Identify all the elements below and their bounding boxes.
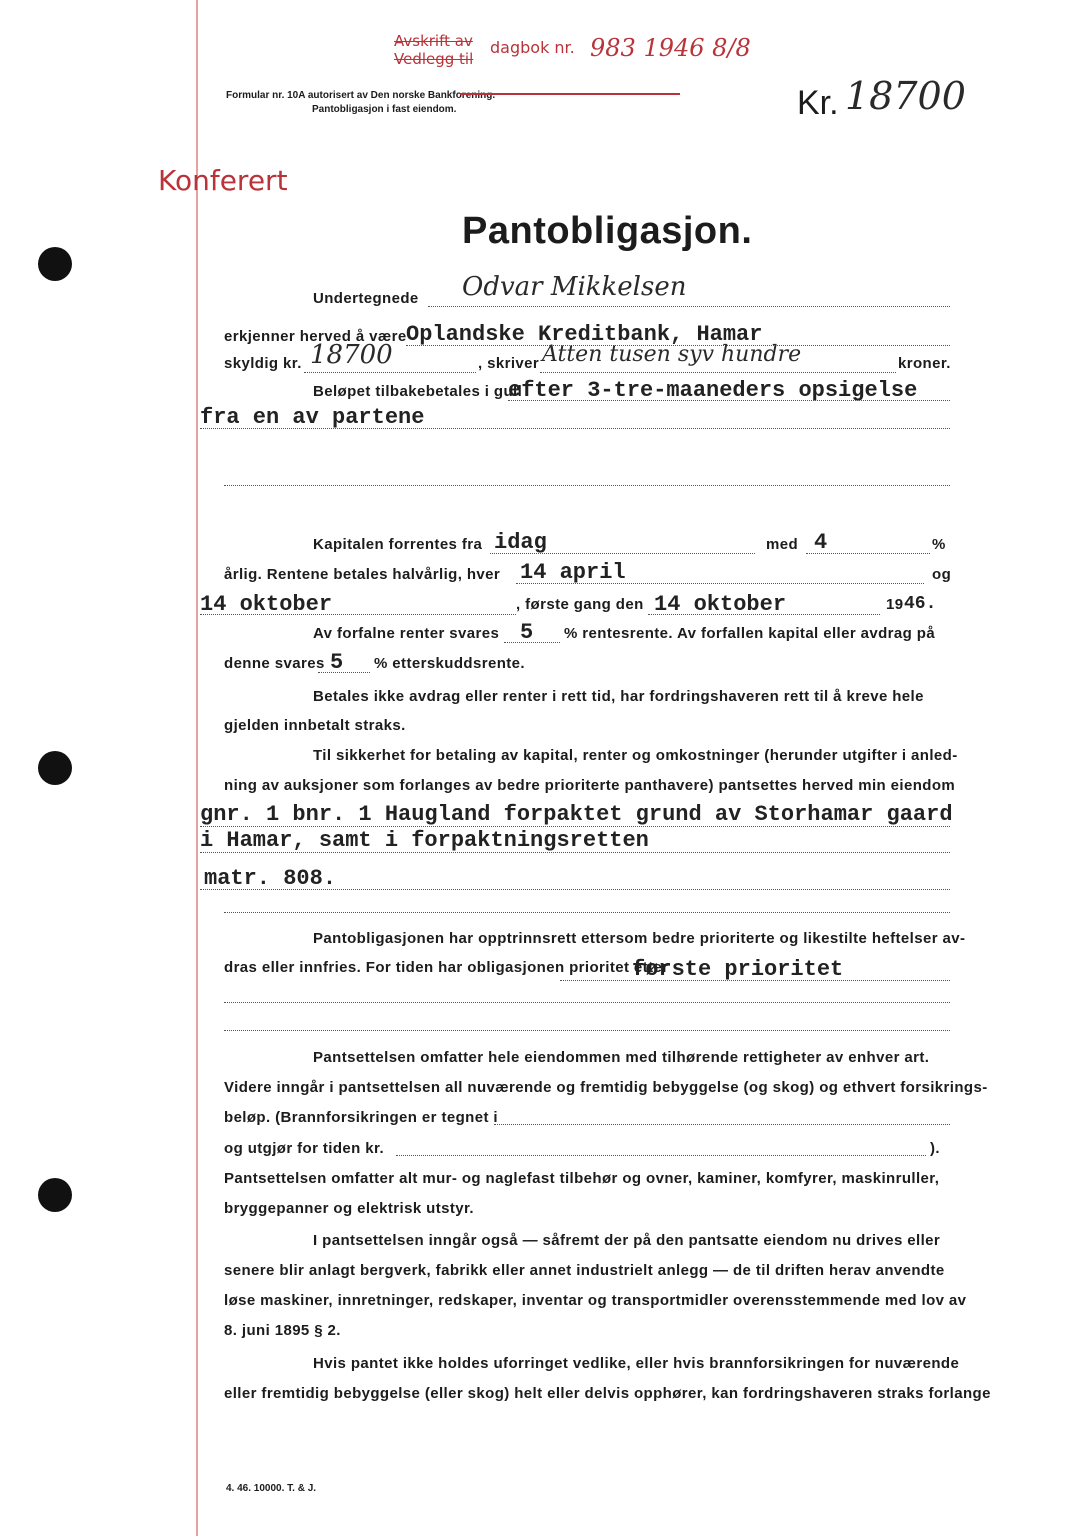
belopet-line-2 (200, 428, 950, 429)
blank-line (224, 485, 950, 486)
forste-line (648, 614, 880, 615)
percent-sign: % (932, 536, 946, 553)
sikkerhet-line-2: ning av auksjoner som forlanges av bedre prioriterte panthavere) pantsettes herved min eiendom (224, 777, 956, 794)
inngar-line-3: løse maskiner, innretninger, redskaper, inventar og transportmidler overensstemmende med lov av (224, 1292, 967, 1309)
omfatter-line-4: og utgjør for tiden kr. (224, 1140, 385, 1157)
hver-value: 14 april (520, 560, 626, 585)
skriver-label: , skriver (478, 355, 540, 372)
inngar-line-4: 8. juni 1895 § 2. (224, 1322, 341, 1339)
betales-line-2: gjelden innbetalt straks. (224, 717, 406, 734)
stamp-vedlegg: Vedlegg til (394, 50, 474, 68)
erkjenner-label: erkjenner herved å være (224, 328, 407, 345)
skyldig-label: skyldig kr. (224, 355, 302, 372)
omfatter-line-5: Pantsettelsen omfatter alt mur- og naglefast tilbehør og ovner, kaminer, komfyrer, maskinruller, (224, 1170, 940, 1187)
skriver-line (540, 372, 896, 373)
stamp-strike-line (460, 93, 680, 95)
forste-label: , første gang den (516, 596, 644, 613)
prioritet-rule-2 (224, 1002, 950, 1003)
kroner-label: kroner. (898, 355, 951, 372)
property-line-3: matr. 808. (204, 866, 337, 891)
inngar-line-1: I pantsettelsen inngår også — såfremt der på den pantsatte eiendom nu drives eller (313, 1232, 941, 1249)
skriver-value: Atten tusen syv hundre (542, 342, 802, 367)
stamp-avskrift: Avskrift av (394, 32, 473, 50)
renter-value: 5 (520, 620, 534, 645)
year-value: 46. (904, 594, 937, 614)
omfatter-line-1: Pantsettelsen omfatter hele eiendommen med tilhørende rettigheter av enhver art. (313, 1049, 930, 1066)
konferert-stamp: Konferert (158, 164, 288, 197)
hvis-line-2: eller fremtidig bebyggelse (eller skog) helt eller delvis opphører, kan fordringshaveren straks forlange (224, 1385, 991, 1402)
prioritet-value: første prioritet (632, 957, 844, 982)
renter-text-2b: % etterskuddsrente. (374, 655, 525, 672)
hvis-line-1: Hvis pantet ikke holdes uforringet vedlike, eller hvis brannforsikringen for nuværende (313, 1355, 960, 1372)
renter-text-1a: Av forfalne renter svares (313, 625, 500, 642)
punch-hole-middle (38, 751, 72, 785)
etter-line (318, 672, 370, 673)
etter-value: 5 (330, 650, 344, 675)
renter-text-2a: denne svares (224, 655, 325, 672)
og-label: og (932, 566, 952, 583)
arlig-label: årlig. Rentene betales halvårlig, hver (224, 566, 501, 583)
hver-line (516, 583, 924, 584)
stamp-dagbok: dagbok nr. (490, 38, 575, 57)
undertegnede-value: Odvar Mikkelsen (462, 272, 687, 302)
kapitalen-line (490, 553, 755, 554)
opprinn-line-1: Pantobligasjonen har opptrinnsrett ettersom bedre prioriterte og likestilte heftelser av- (313, 930, 966, 947)
belopet-value-1: efter 3-tre-maaneders opsigelse (508, 378, 918, 403)
second-date-value: 14 oktober (200, 592, 333, 617)
kapitalen-label: Kapitalen forrentes fra (313, 536, 483, 553)
skyldig-line (304, 372, 476, 373)
renter-text-1b: % rentesrente. Av forfallen kapital eller avdrag på (564, 625, 936, 642)
dagbok-number: 983 1946 8/8 (590, 34, 751, 62)
belopet-value-2: fra en av partene (200, 405, 425, 430)
kapitalen-value: idag (494, 530, 547, 555)
omfatter-line-2: Videre inngår i pantsettelsen all nuværende og fremtidig bebyggelse (og skog) og ethvert forsikrings- (224, 1079, 988, 1096)
prioritet-rule-3 (224, 1030, 950, 1031)
year-prefix: 19 (886, 596, 904, 613)
prioritet-line (560, 980, 950, 981)
omfatter-line-4-end: ). (930, 1140, 940, 1157)
sikkerhet-line-1: Til sikkerhet for betaling av kapital, renter og omkostninger (herunder utgifter i anled- (313, 747, 958, 764)
belopet-line-1 (508, 400, 950, 401)
undertegnede-label: Undertegnede (313, 290, 419, 307)
kr-amount: 18700 (845, 74, 966, 118)
skyldig-value: 18700 (310, 340, 393, 370)
renter-line (504, 642, 560, 643)
inngar-line-2: senere blir anlagt bergverk, fabrikk eller annet industrielt anlegg — de til driften herav anvendte (224, 1262, 945, 1279)
property-rule-2 (200, 852, 950, 853)
brannforsikring-line (494, 1124, 950, 1125)
property-rule-1 (200, 826, 950, 827)
belopet-label: Beløpet tilbakebetales i gull (313, 383, 523, 400)
undertegnede-line (428, 306, 950, 307)
rate-line (806, 553, 930, 554)
utgjor-line (396, 1155, 926, 1156)
creditor-value: Oplandske Kreditbank, Hamar (406, 322, 763, 347)
form-description: Pantobligasjon i fast eiendom. (312, 104, 457, 115)
property-line-1: gnr. 1 bnr. 1 Haugland forpaktet grund av Storhamar gaard (200, 802, 953, 827)
print-info: 4. 46. 10000. T. & J. (226, 1483, 317, 1494)
form-number: Formular nr. 10A autorisert av Den norske Bankforening. (226, 90, 496, 101)
punch-hole-top (38, 247, 72, 281)
omfatter-line-6: bryggepanner og elektrisk utstyr. (224, 1200, 474, 1217)
property-rule-3 (200, 889, 950, 890)
rate-value: 4 (814, 530, 828, 555)
med-label: med (766, 536, 799, 553)
margin-rule (196, 0, 198, 1536)
punch-hole-bottom (38, 1178, 72, 1212)
opprinn-line-2: dras eller innfries. For tiden har obligasjonen prioritet etter (224, 959, 669, 976)
second-date-line (200, 614, 516, 615)
property-rule-4 (224, 912, 950, 913)
betales-line-1: Betales ikke avdrag eller renter i rett tid, har fordringshaveren rett til å kreve hele (313, 688, 924, 705)
kr-label: Kr. (797, 84, 839, 122)
omfatter-line-3: beløp. (Brannforsikringen er tegnet i (224, 1109, 498, 1126)
property-line-2: i Hamar, samt i forpaktningsretten (200, 828, 649, 853)
document-title: Pantobligasjon. (462, 210, 753, 252)
forste-value: 14 oktober (654, 592, 787, 617)
